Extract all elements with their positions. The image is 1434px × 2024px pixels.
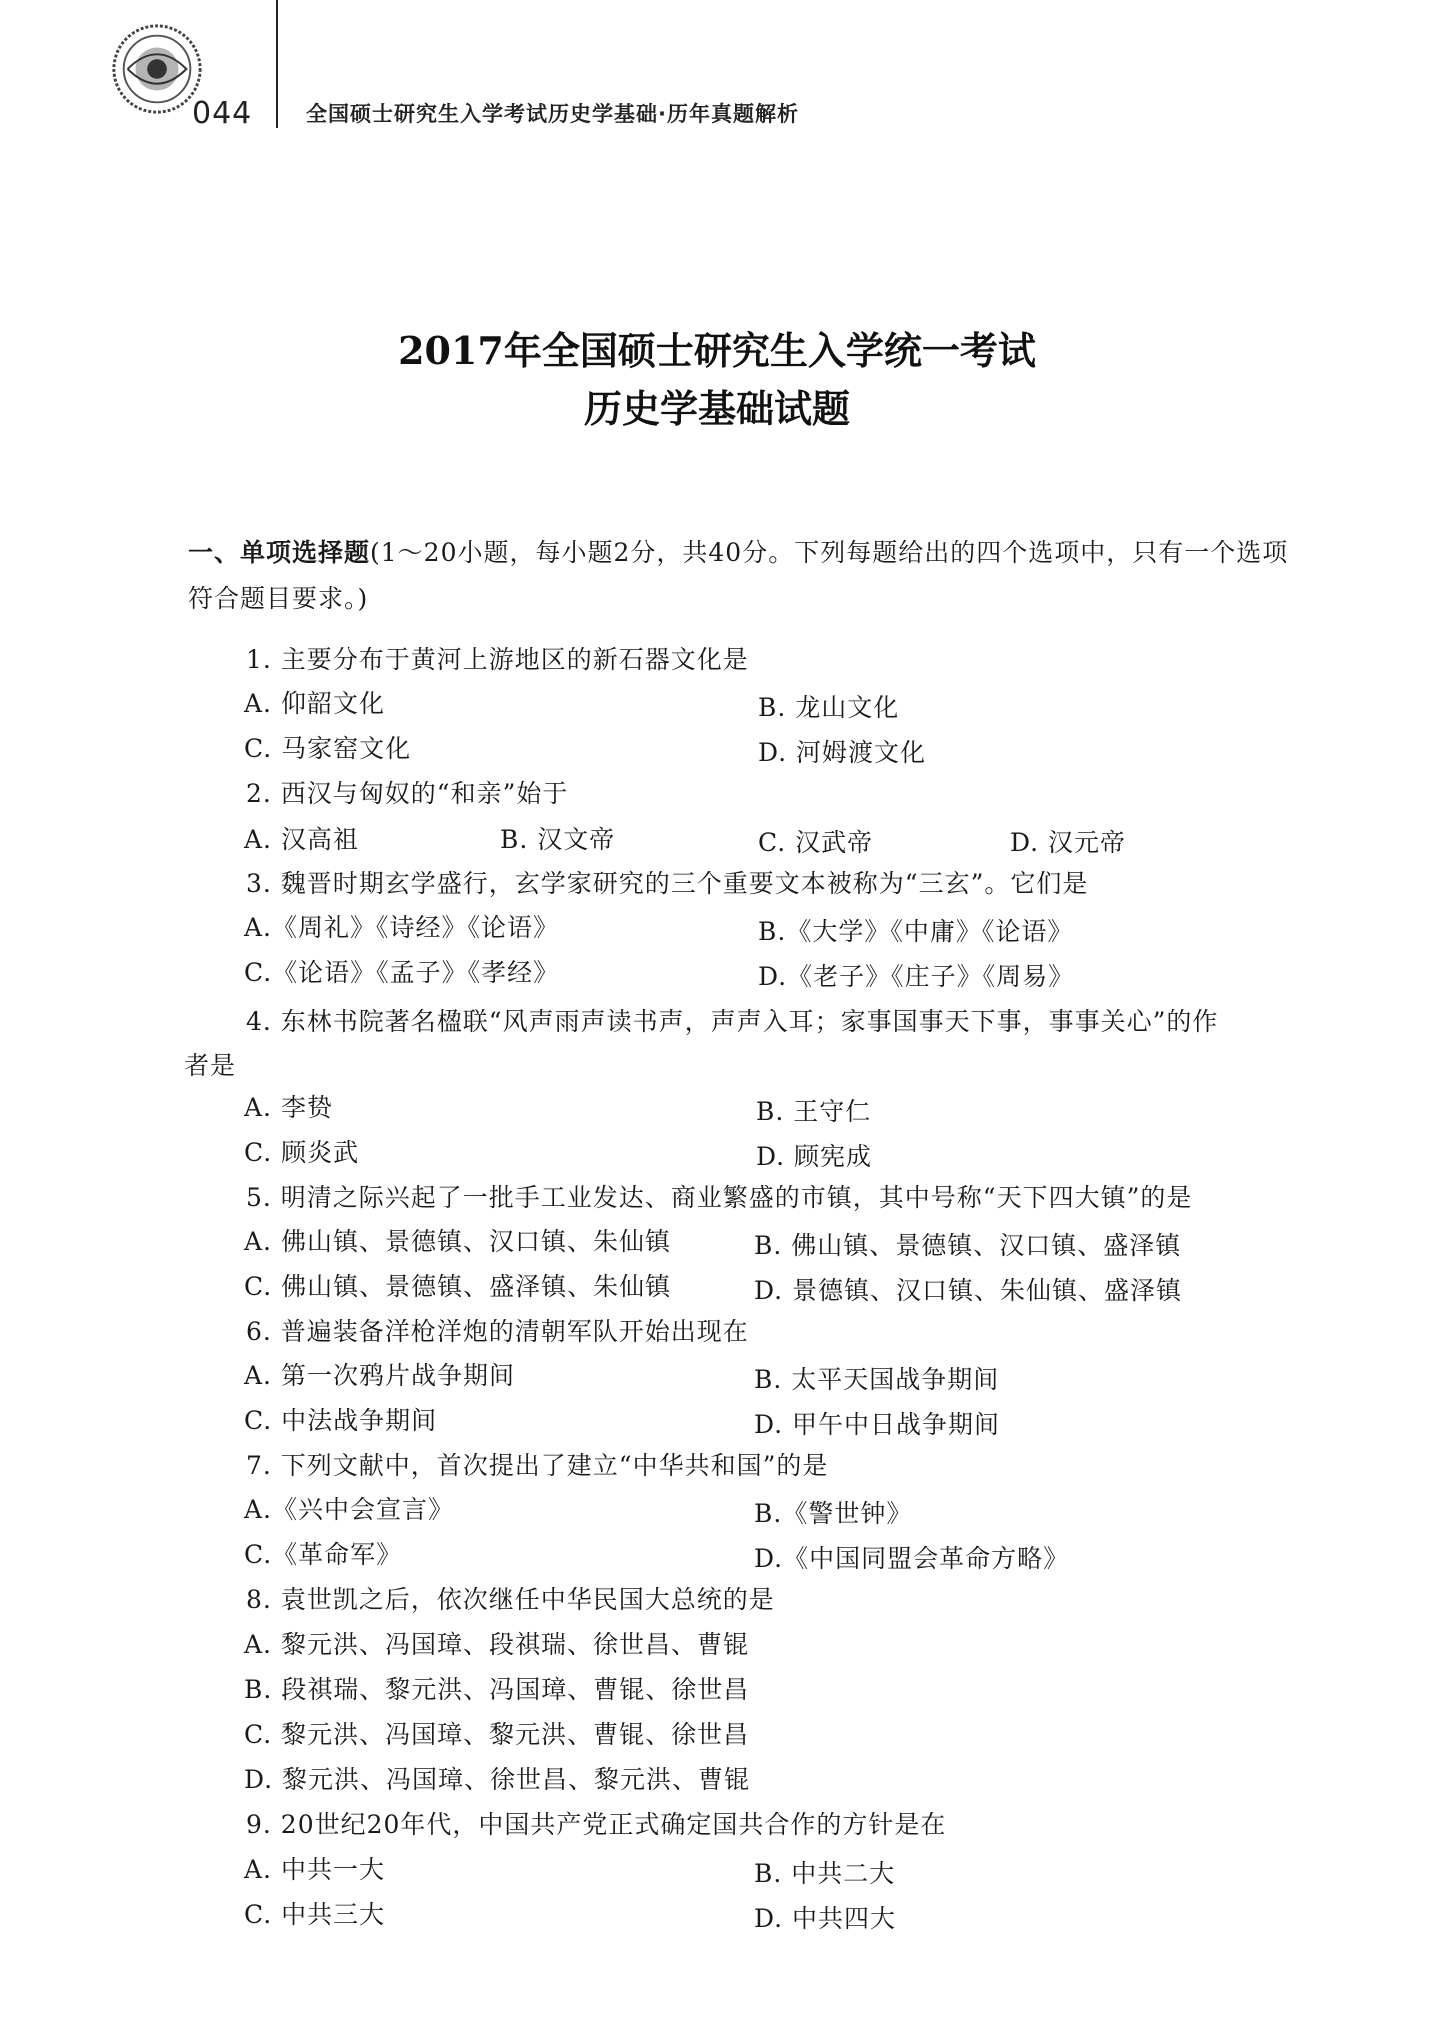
question-stem: 3. 魏晋时期玄学盛行，玄学家研究的三个重要文本被称为“三玄”。它们是 [246, 869, 1089, 898]
option-c: C. 中法战争期间 [244, 1406, 438, 1435]
section-title: 一、单项选择题 [188, 538, 371, 567]
question-stem: 4. 东林书院著名楹联“风声雨声读书声，声声入耳；家事国事天下事，事事关心”的作 [246, 1007, 1219, 1036]
option-c: C. 中共三大 [244, 1900, 386, 1929]
option-d: D.《老子》《庄子》《周易》 [758, 962, 1075, 991]
option-a: A. 中共一大 [244, 1855, 385, 1884]
option-b: B. 龙山文化 [758, 693, 900, 722]
question-stem: 1. 主要分布于黄河上游地区的新石器文化是 [246, 645, 749, 674]
option-d: D. 中共四大 [754, 1904, 897, 1933]
option-a: A. 黎元洪、冯国璋、段祺瑞、徐世昌、曹锟 [244, 1630, 749, 1659]
question-stem: 5. 明清之际兴起了一批手工业发达、商业繁盛的市镇，其中号称“天下四大镇”的是 [246, 1183, 1193, 1212]
page-number: 044 [192, 96, 253, 131]
option-c: C. 佛山镇、景德镇、盛泽镇、朱仙镇 [244, 1272, 672, 1301]
option-c: C. 马家窑文化 [244, 734, 412, 763]
option-b: B.《警世钟》 [754, 1499, 913, 1528]
option-d: D.《中国同盟会革命方略》 [754, 1544, 1070, 1573]
question-stem: 7. 下列文献中，首次提出了建立“中华共和国”的是 [246, 1451, 829, 1480]
option-d: D. 汉元帝 [1010, 828, 1127, 857]
option-b: B. 王守仁 [756, 1097, 872, 1126]
running-header: 全国硕士研究生入学考试历史学基础·历年真题解析 [306, 102, 799, 126]
question-stem: 9. 20世纪20年代，中国共产党正式确定国共合作的方针是在 [246, 1810, 947, 1839]
option-a: A. 汉高祖 [244, 825, 359, 854]
option-c: C. 汉武帝 [758, 828, 874, 857]
option-b: B. 段祺瑞、黎元洪、冯国璋、曹锟、徐世昌 [244, 1675, 750, 1704]
option-a: A. 佛山镇、景德镇、汉口镇、朱仙镇 [244, 1227, 671, 1256]
option-a: A. 李贽 [244, 1093, 333, 1122]
option-d: D. 顾宪成 [756, 1142, 873, 1171]
exam-subtitle: 历史学基础试题 [583, 386, 850, 431]
section-instructions: (1～20小题，每小题2分，共40分。下列每题给出的四个选项中，只有一个选项符合题目要求。) [188, 538, 1289, 613]
option-a: A.《周礼》《诗经》《论语》 [244, 913, 560, 942]
option-b: B. 中共二大 [754, 1859, 896, 1888]
option-b: B. 佛山镇、景德镇、汉口镇、盛泽镇 [754, 1231, 1182, 1260]
option-c: C. 黎元洪、冯国璋、黎元洪、曹锟、徐世昌 [244, 1720, 750, 1749]
option-d: D. 河姆渡文化 [758, 738, 927, 767]
option-d: D. 甲午中日战争期间 [754, 1410, 1001, 1439]
exam-title: 2017年全国硕士研究生入学统一考试 [398, 328, 1036, 373]
option-b: B. 汉文帝 [500, 825, 616, 854]
question-stem: 8. 袁世凯之后，依次继任中华民国大总统的是 [246, 1585, 775, 1614]
question-stem-continuation: 者是 [184, 1051, 237, 1080]
option-d: D. 景德镇、汉口镇、朱仙镇、盛泽镇 [754, 1276, 1183, 1305]
option-b: B. 太平天国战争期间 [754, 1365, 1000, 1394]
option-a: A. 第一次鸦片战争期间 [244, 1361, 515, 1390]
option-d: D. 黎元洪、冯国璋、徐世昌、黎元洪、曹锟 [244, 1765, 751, 1794]
option-c: C. 顾炎武 [244, 1138, 360, 1167]
option-c: C.《论语》《孟子》《孝经》 [244, 958, 560, 987]
header-divider [276, 0, 278, 128]
question-stem: 2. 西汉与匈奴的“和亲”始于 [246, 779, 569, 808]
option-c: C.《革命军》 [244, 1540, 403, 1569]
question-stem: 6. 普遍装备洋枪洋炮的清朝军队开始出现在 [246, 1317, 749, 1346]
option-a: A. 仰韶文化 [244, 689, 385, 718]
option-a: A.《兴中会宣言》 [244, 1495, 455, 1524]
section-heading [188, 530, 1298, 622]
option-b: B.《大学》《中庸》《论语》 [758, 917, 1074, 946]
